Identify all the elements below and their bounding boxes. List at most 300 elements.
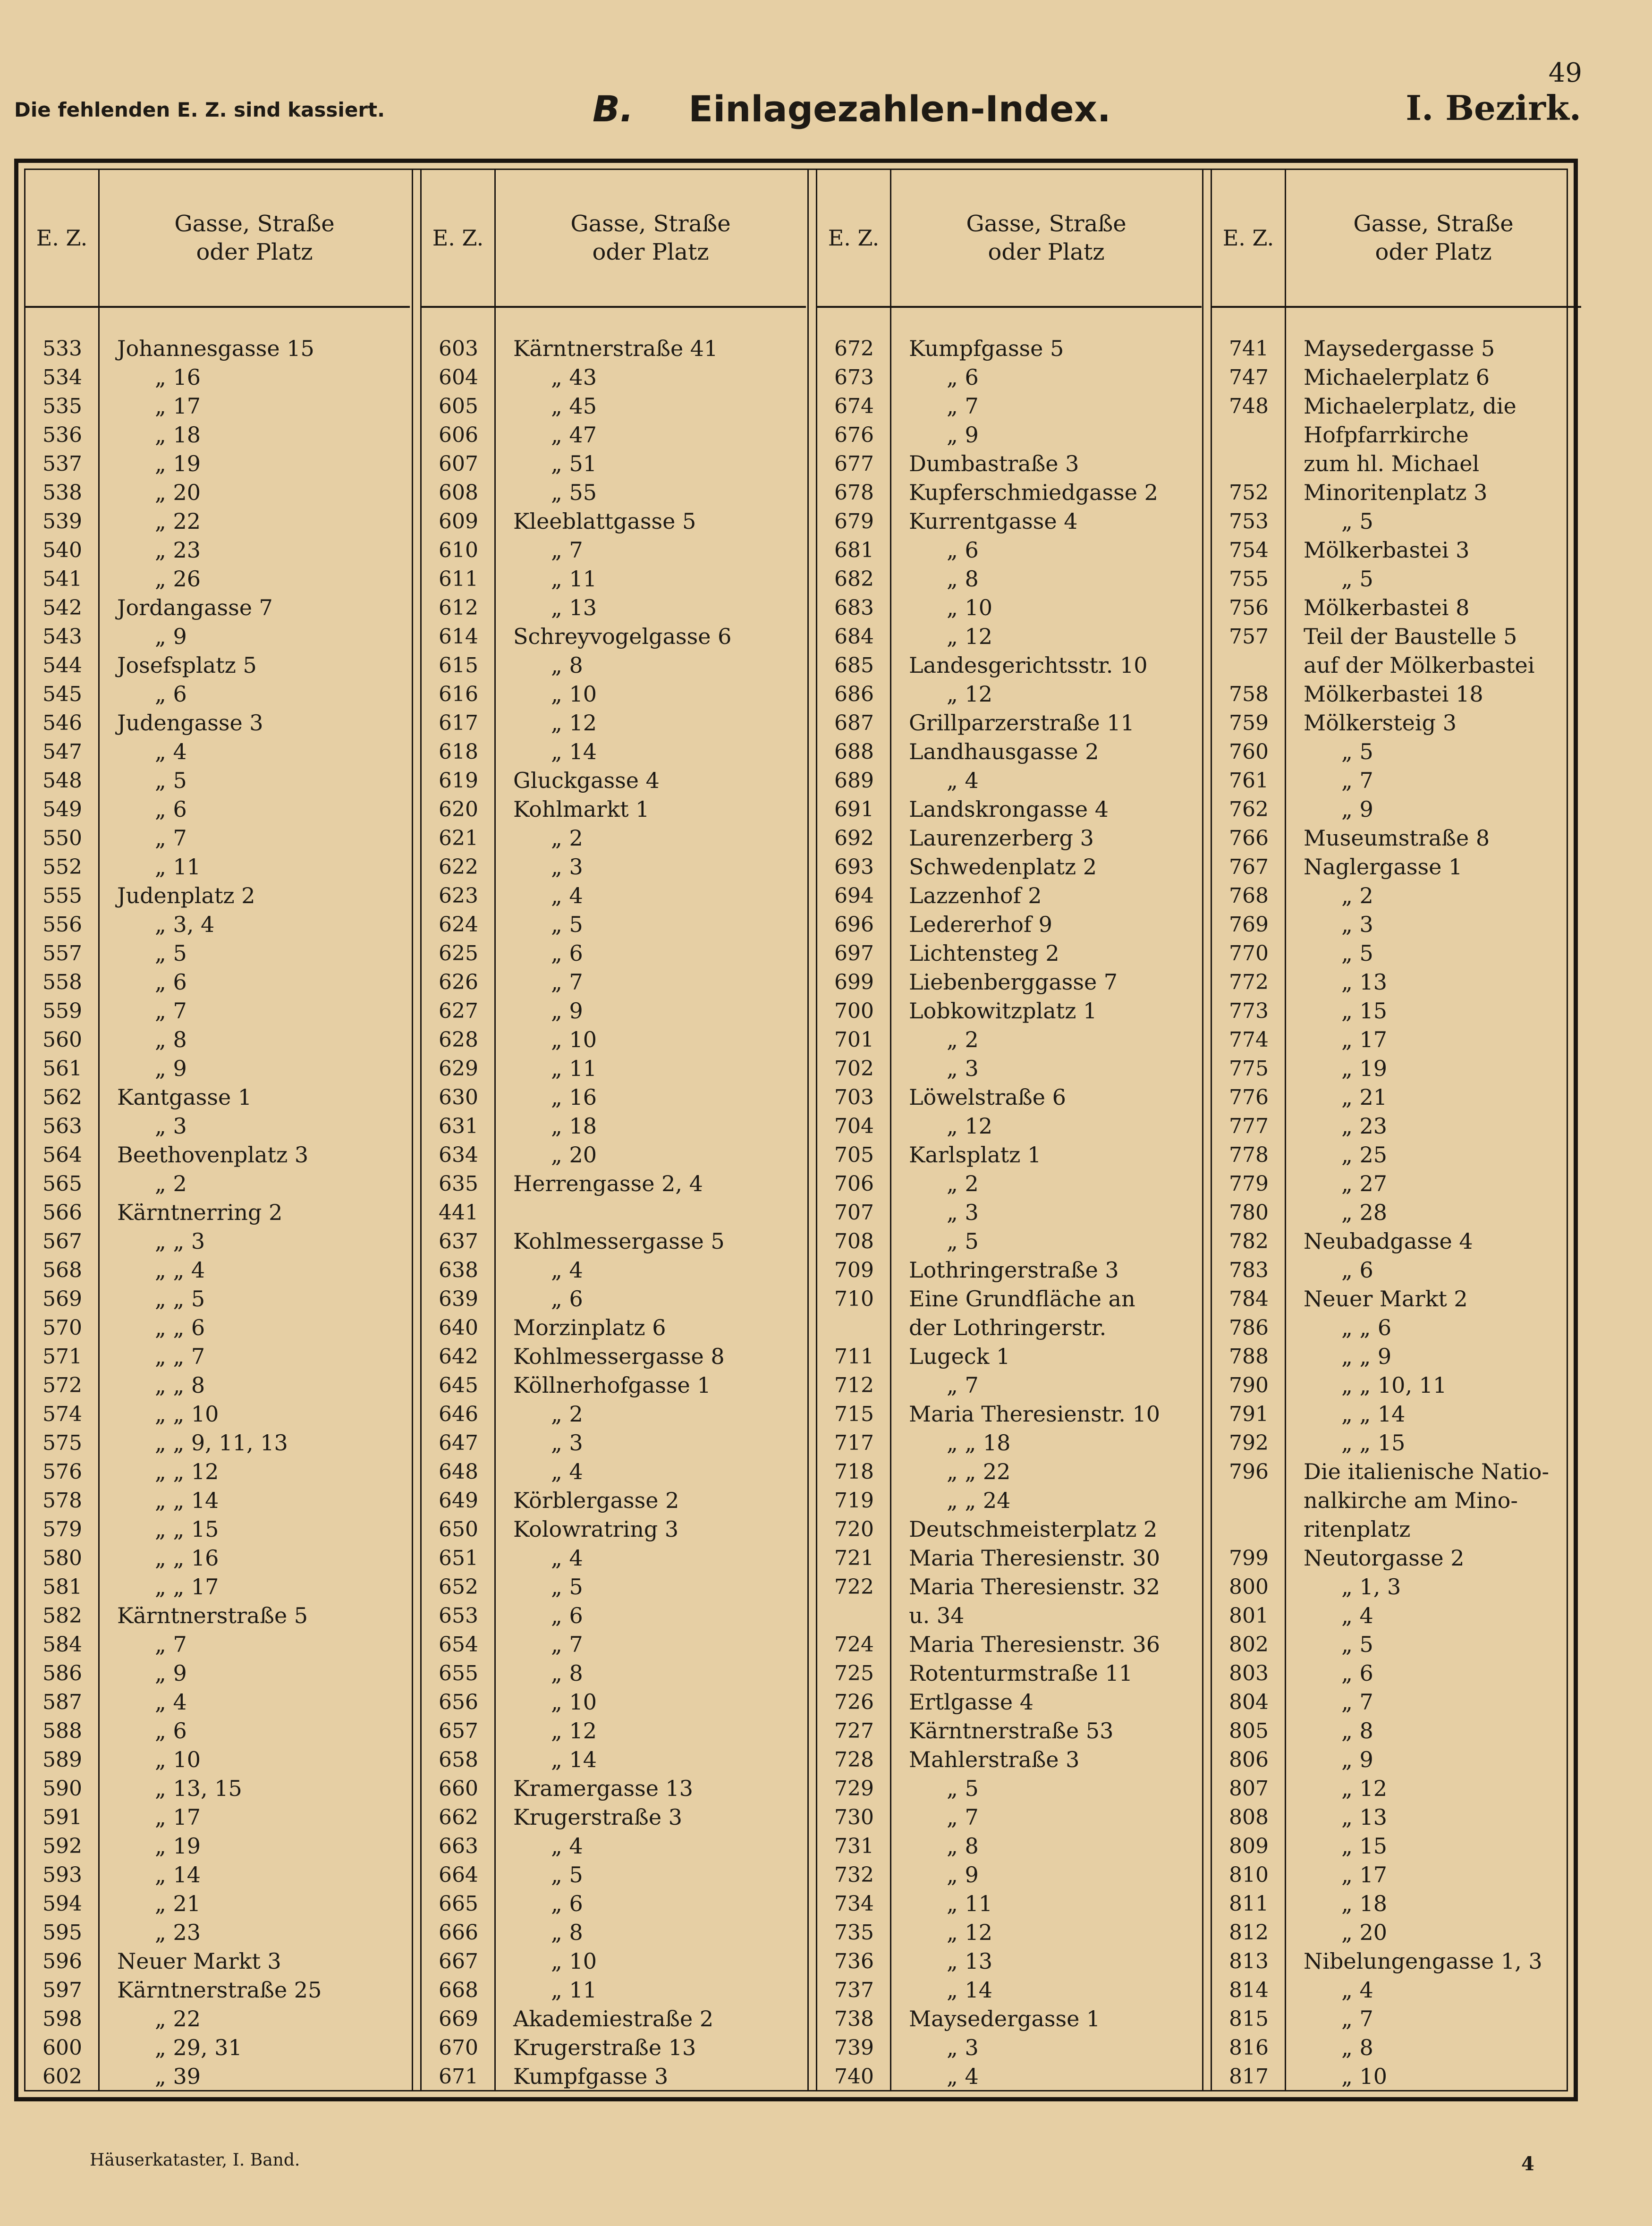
entry-number: 600 (42, 2036, 82, 2060)
entry-street: Eine Grundfläche an (909, 1286, 1135, 1312)
index-entry (817, 1889, 1202, 1918)
entry-street: „ 12 (551, 1718, 597, 1744)
entry-number: 784 (1229, 1287, 1269, 1311)
entry-street: Kärntnerstraße 41 (513, 336, 718, 361)
entry-street: Mölkerbastei 3 (1304, 537, 1470, 563)
entry-street: „ „ 5 (155, 1286, 205, 1312)
column-header (25, 170, 410, 308)
entry-street: „ 23 (155, 1920, 201, 1945)
index-entry (1212, 2062, 1581, 2091)
index-entry (422, 1169, 806, 1198)
entry-number: 544 (42, 653, 82, 677)
entry-street: „ 39 (155, 2064, 201, 2089)
index-entry (817, 622, 1202, 651)
entry-number: 635 (439, 1172, 478, 1196)
entry-street: Naglergasse 1 (1304, 854, 1463, 880)
entry-street: „ „ 12 (155, 1459, 219, 1484)
entry-street: „ 10 (551, 1948, 597, 1974)
entry-number: 788 (1229, 1345, 1269, 1369)
entry-number: 720 (834, 1517, 874, 1541)
index-entry (422, 1976, 806, 2005)
index-entry (1212, 1745, 1581, 1774)
index-entry (422, 1918, 806, 1947)
entry-street: Teil der Baustelle 5 (1304, 624, 1517, 649)
entry-street: „ 19 (155, 451, 201, 476)
entry-street: „ 21 (1341, 1084, 1387, 1110)
entry-number: 575 (42, 1431, 82, 1455)
entry-number: 786 (1229, 1316, 1269, 1340)
index-entry (422, 1083, 806, 1112)
entry-street: „ 9 (1341, 1747, 1373, 1772)
index-entry (422, 910, 806, 939)
entry-street: Neuer Markt 3 (117, 1948, 281, 1974)
entry-street: „ 3 (551, 1430, 583, 1456)
entry-number: 702 (834, 1057, 874, 1081)
index-entry (422, 363, 806, 392)
index-entry (1212, 478, 1581, 507)
entry-number: 586 (42, 1661, 82, 1685)
index-entry (25, 1745, 410, 1774)
entry-number: 578 (42, 1489, 82, 1513)
entry-number: 778 (1229, 1143, 1269, 1167)
index-entry (422, 1947, 806, 1976)
index-entry (1212, 997, 1581, 1025)
running-head (14, 88, 1581, 130)
entry-number: 708 (834, 1229, 874, 1253)
index-entry (1212, 939, 1581, 968)
index-entry (25, 1630, 410, 1659)
index-entry (817, 1717, 1202, 1745)
index-entry (25, 2033, 410, 2062)
entry-number: 555 (42, 884, 82, 908)
entry-number: 768 (1229, 884, 1269, 908)
entry-street: Köllnerhofgasse 1 (513, 1372, 711, 1398)
index-entry (817, 1371, 1202, 1400)
entry-number: 649 (439, 1489, 478, 1513)
index-entry (817, 680, 1202, 709)
entry-street: Mölkerbastei 8 (1304, 595, 1470, 620)
entry-street: „ 7 (1341, 2006, 1373, 2031)
entry-street: „ 7 (947, 393, 979, 419)
index-entry (422, 651, 806, 680)
entry-street: „ 4 (947, 2064, 979, 2089)
entry-number: 638 (439, 1258, 478, 1282)
index-entry (422, 1832, 806, 1861)
entry-number: 608 (439, 481, 478, 505)
index-entry (422, 737, 806, 766)
entry-street: Schwedenplatz 2 (909, 854, 1097, 880)
index-entry (817, 709, 1202, 737)
entry-street: „ 9 (551, 998, 583, 1024)
index-entry (25, 1054, 410, 1083)
entry-street: „ 13, 15 (155, 1776, 242, 1801)
index-entry (817, 1601, 1202, 1630)
entry-number: 732 (834, 1863, 874, 1887)
entry-street: Ledererhof 9 (909, 912, 1052, 937)
index-entry (25, 392, 410, 421)
entry-number: 609 (439, 509, 478, 533)
index-entry (817, 1227, 1202, 1256)
entry-street: Kleeblattgasse 5 (513, 508, 696, 534)
index-entry (1212, 1976, 1581, 2005)
index-entry (25, 1486, 410, 1515)
index-entry (25, 1313, 410, 1342)
index-entry (1212, 1371, 1581, 1400)
entry-number: 648 (439, 1460, 478, 1484)
entry-street: „ 2 (551, 825, 583, 851)
index-entry (817, 1745, 1202, 1774)
index-entry (1212, 421, 1581, 449)
entry-street: „ 19 (1341, 1056, 1387, 1081)
entry-number: 625 (439, 941, 478, 965)
entry-number: 535 (42, 394, 82, 418)
ez-header: E. Z. (432, 225, 484, 251)
entry-street: „ 5 (1341, 1632, 1373, 1657)
index-entry (422, 334, 806, 363)
entry-street: „ 6 (551, 1286, 583, 1312)
entry-street: „ 11 (947, 1891, 992, 1916)
entry-street: Mölkersteig 3 (1304, 710, 1457, 736)
entry-number: 712 (834, 1373, 874, 1397)
entry-number: 817 (1229, 2065, 1269, 2089)
index-entry (422, 1745, 806, 1774)
entry-street: Kolowratring 3 (513, 1516, 679, 1542)
entry-street: „ 8 (1341, 2035, 1373, 2060)
index-entry (25, 1774, 410, 1803)
index-entry (817, 1285, 1202, 1313)
index-entry (817, 795, 1202, 824)
index-entry (25, 968, 410, 997)
index-entry (1212, 651, 1581, 680)
index-entry (25, 1515, 410, 1544)
entry-street: „ 7 (551, 537, 583, 563)
index-entry (25, 997, 410, 1025)
entry-number: 674 (834, 394, 874, 418)
index-entry (422, 622, 806, 651)
entry-number: 776 (1229, 1085, 1269, 1109)
index-entry (817, 1429, 1202, 1457)
entry-number: 631 (439, 1114, 478, 1138)
entry-street: Lothringerstraße 3 (909, 1257, 1119, 1283)
entry-number: 757 (1229, 625, 1269, 649)
entry-street: Dumbastraße 3 (909, 451, 1079, 476)
index-entry (422, 1630, 806, 1659)
entry-street: „ 7 (155, 1632, 187, 1657)
entry-number: 576 (42, 1460, 82, 1484)
index-entry (1212, 795, 1581, 824)
entry-street: „ 6 (947, 364, 979, 390)
entry-street: „ 4 (155, 739, 187, 764)
entry-street: Neutorgasse 2 (1304, 1545, 1465, 1571)
entry-number: 773 (1229, 999, 1269, 1023)
index-entry (422, 1429, 806, 1457)
entry-street: „ 18 (551, 1113, 597, 1139)
entry-street: „ 6 (551, 940, 583, 966)
entry-street: u. 34 (909, 1603, 965, 1628)
entry-number: 719 (834, 1489, 874, 1513)
index-entry (817, 737, 1202, 766)
index-entry (25, 709, 410, 737)
entry-street: „ 4 (947, 768, 979, 793)
entry-number: 615 (439, 653, 478, 677)
entry-street: „ 3 (947, 1200, 979, 1225)
entry-street: Kärntnerstraße 5 (117, 1603, 308, 1628)
entry-street: Michaelerplatz 6 (1304, 364, 1490, 390)
entry-number: 710 (834, 1287, 874, 1311)
entry-street: Schreyvogelgasse 6 (513, 624, 732, 649)
entry-street: „ 25 (1341, 1142, 1387, 1168)
index-entry (1212, 1342, 1581, 1371)
entry-street: „ 10 (155, 1747, 201, 1772)
index-entry (817, 2005, 1202, 2033)
entry-number: 734 (834, 1892, 874, 1916)
entry-street: „ 14 (155, 1862, 201, 1887)
entry-number: 652 (439, 1575, 478, 1599)
entry-number: 731 (834, 1834, 874, 1858)
entry-street: „ 43 (551, 364, 597, 390)
entry-number: 651 (439, 1546, 478, 1570)
entry-street: „ 2 (1341, 883, 1373, 908)
index-entry (25, 1169, 410, 1198)
index-entry (1212, 565, 1581, 593)
entry-number: 736 (834, 1949, 874, 1973)
entry-street: zum hl. Michael (1304, 451, 1480, 476)
entry-number: 740 (834, 2065, 874, 2089)
entry-street: „ 10 (551, 1027, 597, 1052)
index-entry (817, 939, 1202, 968)
index-entry (422, 565, 806, 593)
entry-street: „ 3, 4 (155, 912, 215, 937)
index-entry (25, 853, 410, 881)
entry-street: „ 4 (551, 1833, 583, 1859)
entry-number: 704 (834, 1114, 874, 1138)
entry-street: „ 7 (155, 825, 187, 851)
entry-street: „ 4 (551, 1545, 583, 1571)
index-entry (1212, 449, 1581, 478)
index-entry (25, 1889, 410, 1918)
district-label: I. Bezirk. (1406, 88, 1581, 128)
entry-street: „ 7 (1341, 1689, 1373, 1715)
entry-street: „ 9 (947, 1862, 979, 1887)
entry-number: 728 (834, 1748, 874, 1772)
index-entry (422, 680, 806, 709)
entry-street: „ 9 (155, 624, 187, 649)
entry-street: „ 45 (551, 393, 597, 419)
index-entry (422, 1457, 806, 1486)
index-entry (25, 1918, 410, 1947)
entry-number: 682 (834, 567, 874, 591)
index-entry (817, 1573, 1202, 1601)
index-entry (25, 1371, 410, 1400)
entry-street: ritenplatz (1304, 1516, 1411, 1542)
index-entry (422, 1054, 806, 1083)
entry-number: 658 (439, 1748, 478, 1772)
entry-street: „ 11 (551, 1056, 597, 1081)
entry-street: „ 5 (155, 768, 187, 793)
index-entry (817, 1544, 1202, 1573)
entry-number: 549 (42, 797, 82, 821)
index-entry (817, 1659, 1202, 1688)
entry-number: 770 (1229, 941, 1269, 965)
page-number: 49 (1548, 58, 1582, 88)
entry-number: 540 (42, 538, 82, 562)
footer-source: Häuserkataster, I. Band. (90, 2150, 300, 2170)
entry-number: 634 (439, 1143, 478, 1167)
entry-number: 580 (42, 1546, 82, 1570)
entry-street: „ 14 (947, 1977, 992, 2003)
entry-number: 660 (439, 1777, 478, 1801)
entry-street: Kärntnerring 2 (117, 1200, 283, 1225)
entry-street: auf der Mölkerbastei (1304, 652, 1535, 678)
entry-street: „ 4 (551, 1459, 583, 1484)
index-entry (817, 824, 1202, 853)
entry-number: 587 (42, 1690, 82, 1714)
entry-street: Kantgasse 1 (117, 1084, 252, 1110)
entry-street: „ „ 14 (155, 1488, 219, 1513)
entry-number: 572 (42, 1373, 82, 1397)
index-entry (25, 1803, 410, 1832)
entry-number: 772 (1229, 970, 1269, 994)
entry-street: Maria Theresienstr. 32 (909, 1574, 1160, 1600)
entry-street: „ 22 (155, 2006, 201, 2031)
index-entry (817, 1976, 1202, 2005)
index-entry (422, 478, 806, 507)
entry-number: 596 (42, 1949, 82, 1973)
street-header: Gasse, Straße oder Platz (570, 211, 731, 265)
entry-street: Maria Theresienstr. 36 (909, 1632, 1160, 1657)
entry-street: Jordangasse 7 (117, 595, 273, 620)
index-entry (1212, 622, 1581, 651)
index-entry (1212, 1083, 1581, 1112)
index-entry (1212, 1141, 1581, 1169)
index-entry (25, 1083, 410, 1112)
entry-street: „ 28 (1341, 1200, 1387, 1225)
entry-street: „ 10 (947, 595, 992, 620)
entry-number: 697 (834, 941, 874, 965)
entry-street: „ „ 6 (1341, 1315, 1392, 1340)
index-entry (1212, 1169, 1581, 1198)
entry-number: 782 (1229, 1229, 1269, 1253)
entry-street: Landesgerichtsstr. 10 (909, 652, 1148, 678)
index-entry (1212, 1515, 1581, 1544)
index-entry (25, 449, 410, 478)
index-entry (25, 795, 410, 824)
entry-street: Kumpfgasse 3 (513, 2064, 669, 2089)
entry-number: 550 (42, 826, 82, 850)
entry-number: 806 (1229, 1748, 1269, 1772)
index-entry (422, 1198, 806, 1227)
entry-number: 669 (439, 2007, 478, 2031)
entry-number: 761 (1229, 769, 1269, 793)
entry-number: 814 (1229, 1978, 1269, 2002)
index-entry (1212, 1717, 1581, 1745)
index-entry (25, 1544, 410, 1573)
index-entry (25, 824, 410, 853)
entry-number: 692 (834, 826, 874, 850)
entry-number: 805 (1229, 1719, 1269, 1743)
entry-street: Lazzenhof 2 (909, 883, 1042, 908)
entry-street: „ 3 (947, 1056, 979, 1081)
entry-number: 799 (1229, 1546, 1269, 1570)
entry-number: 677 (834, 452, 874, 476)
index-entry (1212, 1313, 1581, 1342)
index-entry (1212, 363, 1581, 392)
entry-street: „ „ 4 (155, 1257, 205, 1283)
entry-street: Neuer Markt 2 (1304, 1286, 1468, 1312)
entry-number: 592 (42, 1834, 82, 1858)
entry-number: 614 (439, 625, 478, 649)
index-table-inner (24, 169, 1568, 2091)
index-entry (817, 968, 1202, 997)
index-entry (422, 449, 806, 478)
entry-number: 696 (834, 913, 874, 937)
entry-number: 603 (439, 337, 478, 361)
entry-street: „ 12 (947, 1920, 992, 1945)
index-entry (25, 1947, 410, 1976)
index-entry (422, 1227, 806, 1256)
index-entry (25, 881, 410, 910)
entry-street: „ 5 (155, 940, 187, 966)
column-block-4 (1211, 170, 1581, 2090)
index-entry (422, 766, 806, 795)
entry-number: 543 (42, 625, 82, 649)
entry-street: „ 20 (1341, 1920, 1387, 1945)
entry-street: „ 20 (551, 1142, 597, 1168)
entry-number: 779 (1229, 1172, 1269, 1196)
entry-street: der Lothringerstr. (909, 1315, 1107, 1340)
entry-street: „ 12 (551, 710, 597, 736)
index-entry (25, 1688, 410, 1717)
entry-number: 709 (834, 1258, 874, 1282)
ez-header: E. Z. (828, 225, 880, 251)
index-entry (817, 1198, 1202, 1227)
entry-number: 626 (439, 970, 478, 994)
entry-number: 752 (1229, 481, 1269, 505)
entry-street: „ 12 (947, 624, 992, 649)
entry-number: 558 (42, 970, 82, 994)
entry-street: „ 6 (1341, 1257, 1373, 1283)
index-entry (422, 1342, 806, 1371)
index-entry (1212, 1947, 1581, 1976)
index-entry (817, 1342, 1202, 1371)
entry-number: 533 (42, 337, 82, 361)
entry-number: 676 (834, 423, 874, 447)
index-entry (1212, 1054, 1581, 1083)
index-entry (817, 536, 1202, 565)
index-entry (817, 651, 1202, 680)
entry-number: 800 (1229, 1575, 1269, 1599)
index-entry (817, 565, 1202, 593)
entry-street: Krugerstraße 13 (513, 2035, 696, 2060)
entry-number: 552 (42, 855, 82, 879)
index-entry (817, 1515, 1202, 1544)
index-entry (422, 593, 806, 622)
index-entry (1212, 1400, 1581, 1429)
entry-number: 790 (1229, 1373, 1269, 1397)
entry-street: „ 8 (551, 652, 583, 678)
entry-number: 584 (42, 1633, 82, 1657)
index-entry (817, 881, 1202, 910)
entry-street: „ „ 8 (155, 1372, 205, 1398)
column-block-3 (816, 170, 1202, 2090)
entry-street: „ 8 (947, 566, 979, 592)
entry-street: „ 5 (1341, 566, 1373, 592)
index-entry (817, 334, 1202, 363)
index-entry (25, 363, 410, 392)
index-entry (422, 1486, 806, 1515)
index-entry (25, 507, 410, 536)
index-entry (817, 392, 1202, 421)
